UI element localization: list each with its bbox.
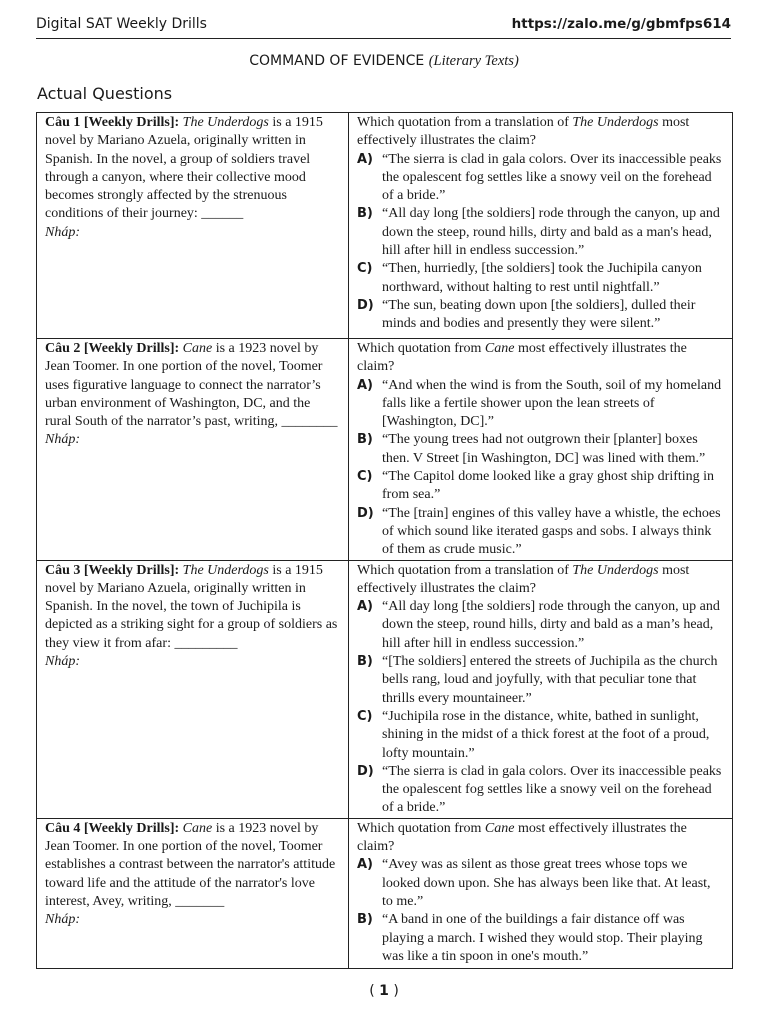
option-label: D) bbox=[357, 505, 374, 521]
question-options-cell bbox=[349, 818, 733, 968]
option-text: “The sierra is clad in gala colors. Over its inaccessible peaks the opalescent fog settles like a snowy veil on the forehead of a bride.” bbox=[382, 151, 722, 204]
option-text: “Avey was as silent as those great trees whose tops we looked down upon. She has always been like that. At least, to me.” bbox=[382, 857, 711, 909]
option-label: C) bbox=[357, 261, 373, 277]
option-text: “The young trees had not outgrown their [planter] boxes then. V Street [in Washington, DC] was lined with them.” bbox=[382, 432, 706, 466]
option-text: “Then, hurriedly, [the soldiers] took the Juchipila canyon northward, without halting to rest until nightfall.” bbox=[382, 261, 702, 295]
page-header bbox=[36, 14, 731, 39]
work-title: The Underdogs bbox=[182, 115, 269, 130]
option-label: A) bbox=[357, 377, 374, 393]
draft-note: Nháp: bbox=[45, 912, 80, 928]
question-stem-cell bbox=[37, 560, 349, 818]
stem-text: is a 1923 novel by Jean Toomer. In one portion of the novel, Toomer uses figurative language to connect the narrator’s urban environment of Washington, DC, and the rural South of the narrator’s past, writing, ________ bbox=[45, 341, 338, 430]
option-text: “A band in one of the buildings a fair distance off was playing a march. I wished they would stop. Their playing was like a tin spoon in one's mouth.” bbox=[382, 912, 703, 964]
stem-text: is a 1923 novel by Jean Toomer. In one portion of the novel, Toomer establishes a contrast between the narrator's attitude toward life and the attitude of the narrator's love interest, Avey, writing, _______ bbox=[45, 820, 336, 909]
option-label: D) bbox=[357, 763, 374, 779]
prompt-work-title: Cane bbox=[484, 820, 515, 836]
question-stem-cell bbox=[37, 339, 349, 561]
document-title bbox=[0, 53, 768, 70]
section-heading: Actual Questions bbox=[37, 84, 173, 103]
option-text: “The Capitol dome looked like a gray ghost ship drifting in from sea.” bbox=[382, 469, 715, 503]
option-label: C) bbox=[357, 708, 373, 724]
prompt-work-title: The Underdogs bbox=[572, 115, 659, 130]
answer-option[interactable] bbox=[357, 505, 724, 560]
option-label: B) bbox=[357, 912, 373, 928]
option-label: A) bbox=[357, 151, 374, 167]
work-title: Cane bbox=[182, 820, 213, 836]
question-prompt bbox=[357, 820, 724, 857]
answer-option[interactable] bbox=[357, 911, 724, 966]
answer-option[interactable] bbox=[357, 763, 724, 818]
answer-option[interactable] bbox=[357, 468, 724, 505]
work-title: Cane bbox=[182, 341, 213, 356]
title-sub: (Literary Texts) bbox=[428, 53, 519, 69]
option-text: “The sun, beating down upon [the soldiers], dulled their minds and bodies and presently they were silent.” bbox=[382, 297, 696, 332]
prompt-pre: Which quotation from bbox=[357, 341, 485, 356]
question-options-cell bbox=[349, 113, 733, 339]
option-label: B) bbox=[357, 432, 373, 448]
question-stem bbox=[45, 820, 340, 911]
option-label: B) bbox=[357, 654, 373, 670]
answer-option[interactable] bbox=[357, 260, 724, 297]
question-row bbox=[37, 113, 733, 339]
option-text: “The [train] engines of this valley have a whistle, the echoes of which sound like iterated gasps and sobs. I always think of them as crude music.” bbox=[382, 505, 721, 558]
question-options-cell bbox=[349, 560, 733, 818]
option-text: “All day long [the soldiers] rode through the canyon, up and down the steep, round hills, dirty and bald as a man’s head, hill after hill in endless succession.” bbox=[382, 599, 720, 651]
header-link[interactable]: https://zalo.me/g/gbmfps614 bbox=[511, 16, 731, 32]
answer-option[interactable] bbox=[357, 297, 724, 334]
option-text: “[The soldiers] entered the streets of Juchipila as the church bells rang, loud and joyfully, with that peculiar tone that thrills every mountaineer.” bbox=[382, 654, 718, 706]
prompt-post: most effectively illustrates the claim? bbox=[357, 820, 687, 855]
question-stem bbox=[45, 562, 340, 653]
question-options-cell bbox=[349, 339, 733, 561]
option-label: B) bbox=[357, 206, 373, 222]
prompt-pre: Which quotation from a translation of bbox=[357, 115, 573, 130]
question-row bbox=[37, 818, 733, 968]
question-prompt bbox=[357, 340, 724, 377]
title-main: COMMAND OF EVIDENCE bbox=[249, 53, 425, 69]
answer-option[interactable] bbox=[357, 205, 724, 260]
question-label: Câu 4 [Weekly Drills]: bbox=[45, 820, 180, 836]
page-number-value: 1 bbox=[379, 983, 389, 999]
prompt-post: most effectively illustrates the claim? bbox=[357, 341, 687, 375]
draft-note: Nháp: bbox=[45, 432, 80, 448]
question-stem bbox=[45, 340, 340, 431]
option-text: “Juchipila rose in the distance, white, bathed in sunlight, shining in the midst of a thick forest at the foot of a proud, lofty mountain.” bbox=[382, 708, 710, 761]
question-row bbox=[37, 339, 733, 561]
question-prompt bbox=[357, 562, 724, 599]
option-label: D) bbox=[357, 297, 374, 313]
answer-option[interactable] bbox=[357, 653, 724, 708]
stem-text: is a 1915 novel by Mariano Azuela, originally written in Spanish. In the novel, the town of Juchipila is depicted as a striking sight for a group of soldiers as they view it from afar: _________ bbox=[45, 562, 338, 651]
draft-note: Nháp: bbox=[45, 224, 80, 240]
answer-option[interactable] bbox=[357, 151, 724, 206]
questions-table bbox=[36, 112, 733, 969]
question-stem-cell bbox=[37, 818, 349, 968]
draft-note: Nháp: bbox=[45, 654, 80, 670]
prompt-work-title: The Underdogs bbox=[572, 562, 659, 578]
option-text: “The sierra is clad in gala colors. Over its inaccessible peaks the opalescent fog settles like a snowy veil on the forehead of a bride.” bbox=[382, 763, 722, 816]
question-stem-cell bbox=[37, 113, 349, 339]
answer-option[interactable] bbox=[357, 708, 724, 763]
question-row bbox=[37, 560, 733, 818]
prompt-post: most effectively illustrates the claim? bbox=[357, 115, 690, 149]
answer-option[interactable] bbox=[357, 856, 724, 911]
answer-option[interactable] bbox=[357, 377, 724, 432]
question-label: Câu 3 [Weekly Drills]: bbox=[45, 562, 180, 578]
prompt-work-title: Cane bbox=[484, 341, 515, 356]
work-title: The Underdogs bbox=[182, 562, 269, 578]
option-text: “All day long [the soldiers] rode through the canyon, up and down the steep, round hills, dirty and bald as a man's head, hill after hill in endless succession.” bbox=[382, 206, 720, 259]
question-label: Câu 2 [Weekly Drills]: bbox=[45, 341, 180, 356]
stem-text: is a 1915 novel by Mariano Azuela, originally written in Spanish. In the novel, a group of soldiers travel through a canyon, where their collective mood becomes strongly affected by the strenuous conditions of their journey: ______ bbox=[45, 115, 323, 222]
prompt-post: most effectively illustrates the claim? bbox=[357, 562, 690, 596]
option-label: C) bbox=[357, 469, 373, 485]
answer-option[interactable] bbox=[357, 598, 724, 653]
page-number: ( 1 ) bbox=[369, 983, 399, 999]
header-title: Digital SAT Weekly Drills bbox=[36, 16, 207, 32]
prompt-pre: Which quotation from bbox=[357, 820, 485, 836]
answer-option[interactable] bbox=[357, 431, 724, 468]
question-stem bbox=[45, 114, 340, 224]
option-label: A) bbox=[357, 599, 374, 615]
prompt-pre: Which quotation from a translation of bbox=[357, 562, 573, 578]
question-label: Câu 1 [Weekly Drills]: bbox=[45, 115, 180, 130]
question-prompt bbox=[357, 114, 724, 151]
option-label: A) bbox=[357, 857, 374, 873]
option-text: “And when the wind is from the South, soil of my homeland falls like a fertile shower upon the lean streets of [Washington, DC].” bbox=[382, 377, 722, 430]
